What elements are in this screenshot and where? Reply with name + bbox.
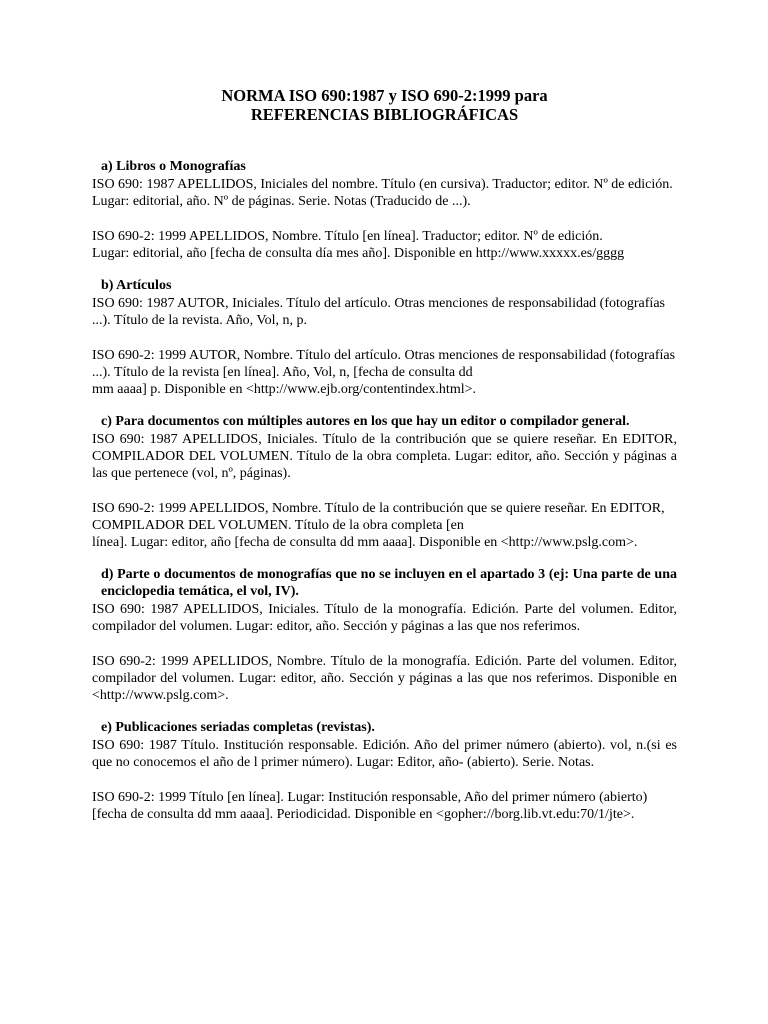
paragraph: ISO 690-2: 1999 AUTOR, Nombre. Título del artículo. Otras menciones de responsabilidad (fotografías ...). Título de la revista [en línea]. Año, Vol, n, [fecha de consulta dd	[92, 348, 676, 380]
paragraph: ISO 690: 1987 APELLIDOS, Iniciales. Título de la contribución que se quiere reseñar. En EDITOR, COMPILADOR DEL VOLUMEN. Título de la obra completa. Lugar: editor, año. Sección y páginas a las que pertenece (vol, nº, páginas).	[92, 432, 677, 481]
paragraph: ISO 690: 1987 APELLIDOS, Iniciales del nombre. Título (en cursiva). Traductor; editor. Nº de edición.	[92, 177, 673, 192]
section-monograph-parts	[92, 566, 677, 704]
paragraph: ISO 690-2: 1999 APELLIDOS, Nombre. Título [en línea]. Traductor; editor. Nº de edición.	[92, 229, 603, 244]
paragraph: ISO 690-2: 1999 APELLIDOS, Nombre. Título de la monografía. Edición. Parte del volumen. Editor, compilador del volumen. Lugar: editor, año. Sección y páginas a las que nos referimos. Disponible en <http://www.pslg.com>.	[92, 654, 677, 703]
section-articles	[92, 277, 677, 398]
paragraph: ISO 690-2: 1999 Título [en línea]. Lugar: Institución responsable, Año del primer número (abierto) [fecha de consulta dd mm aaaa]. Periodicidad. Disponible en <gopher://borg.lib.vt.edu:70/1/jte>.	[92, 790, 648, 822]
section-books	[92, 158, 677, 262]
section-heading: c) Para documentos con múltiples autores en los que hay un editor o compilador general.	[101, 414, 630, 429]
document-page	[92, 86, 677, 823]
document-title	[92, 86, 677, 124]
paragraph: línea]. Lugar: editor, año [fecha de consulta dd mm aaaa]. Disponible en <http://www.pslg.com>.	[92, 535, 638, 550]
section-heading: e) Publicaciones seriadas completas (revistas).	[101, 720, 375, 735]
paragraph: ISO 690: 1987 AUTOR, Iniciales. Título del artículo. Otras menciones de responsabilidad (fotografías ...). Título de la revista. Año, Vol, n, p.	[92, 296, 665, 328]
paragraph: Lugar: editorial, año. Nº de páginas. Serie. Notas (Traducido de ...).	[92, 194, 471, 209]
title-line-2: REFERENCIAS BIBLIOGRÁFICAS	[250, 105, 519, 124]
paragraph: ISO 690: 1987 Título. Institución responsable. Edición. Año del primer número (abierto). vol, n.(si es que no conocemos el año de l primer número). Lugar: Editor, año- (abierto). Serie. Notas.	[92, 738, 677, 770]
section-serials	[92, 719, 677, 823]
paragraph: ISO 690-2: 1999 APELLIDOS, Nombre. Título de la contribución que se quiere reseñar. En EDITOR, COMPILADOR DEL VOLUMEN. Título de la obra completa [en	[92, 501, 665, 533]
paragraph: mm aaaa] p. Disponible en <http://www.ejb.org/contentindex.html>.	[92, 382, 476, 397]
section-multiple-authors	[92, 413, 677, 551]
title-line-1: NORMA ISO 690:1987 y ISO 690-2:1999 para	[221, 86, 548, 105]
paragraph: ISO 690: 1987 APELLIDOS, Iniciales. Título de la monografía. Edición. Parte del volumen. Editor, compilador del volumen. Lugar: editor, año. Sección y páginas a las que nos referimos.	[92, 602, 677, 634]
section-heading: b) Artículos	[101, 278, 172, 293]
section-heading: d) Parte o documentos de monografías que no se incluyen en el apartado 3 (ej: Una parte de una enciclopedia temática, el vol, IV).	[101, 567, 677, 599]
paragraph: Lugar: editorial, año [fecha de consulta día mes año]. Disponible en http://www.xxxxx.es/gggg	[92, 246, 625, 261]
section-heading: a) Libros o Monografías	[101, 159, 246, 174]
